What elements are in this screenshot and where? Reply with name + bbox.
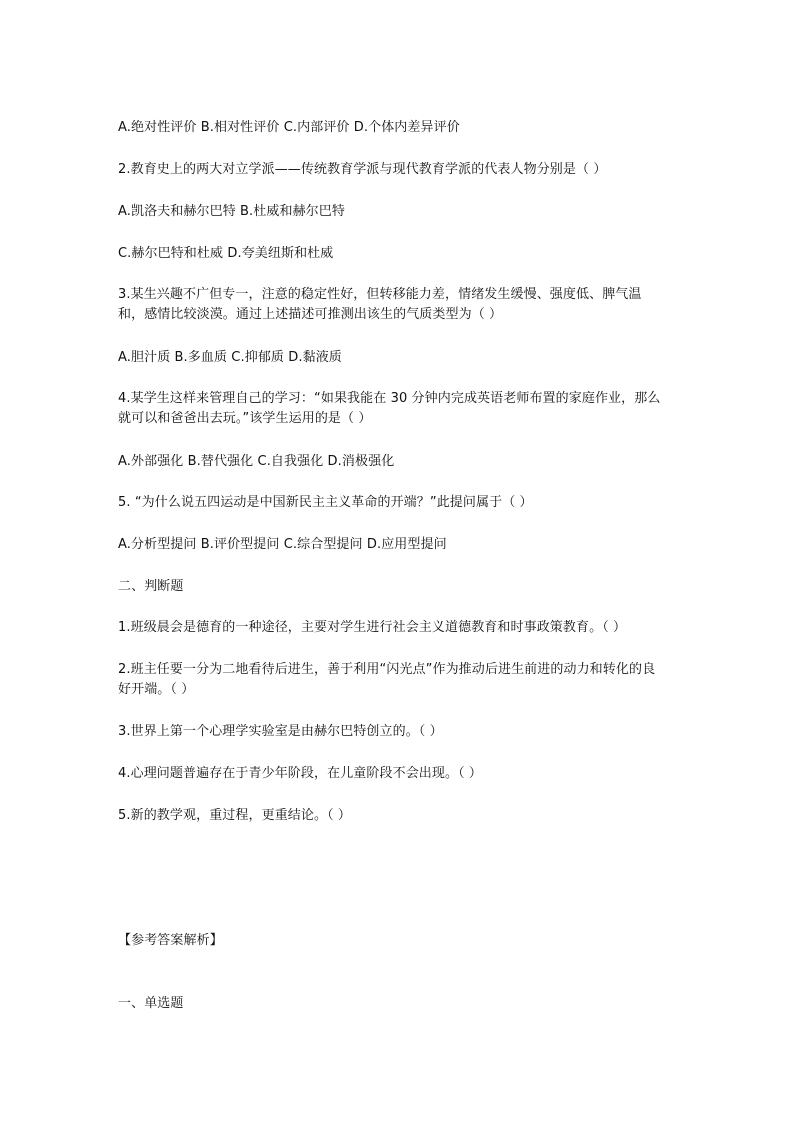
judgment-2: 2.班主任要一分为二地看待后进生，善于利用“闪光点”作为推动后进生前进的动力和转化的良好开端。（ ）	[118, 662, 656, 697]
q5-question: 5. “为什么说五四运动是中国新民主主义革命的开端？”此提问属于（ ）	[118, 495, 533, 510]
q3-question: 3.某生兴趣不广但专一，注意的稳定性好，但转移能力差，情绪发生缓慢、强度低、脾气温和，感情比较淡漠。通过上述描述可推测出该生的气质类型为（ ）	[118, 287, 642, 322]
judgment-1: 1.班级晨会是德育的一种途径，主要对学生进行社会主义道德教育和时事政策教育。（ ）	[118, 620, 627, 635]
q2-options-cd: C.赫尔巴特和杜威 D.夸美纽斯和杜威	[118, 246, 334, 261]
q3-options: A.胆汁质 B.多血质 C.抑郁质 D.黏液质	[118, 350, 342, 365]
answer-analysis-heading: 【参考答案解析】	[118, 933, 223, 948]
section-heading-single-choice: 一、单选题	[118, 996, 184, 1011]
q2-options-ab: A.凯洛夫和赫尔巴特 B.杜威和赫尔巴特	[118, 204, 345, 219]
judgment-5: 5.新的教学观，重过程，更重结论。（ ）	[118, 808, 352, 823]
q2-question: 2.教育史上的两大对立学派——传统教育学派与现代教育学派的代表人物分别是（ ）	[118, 162, 607, 177]
q5-options: A.分析型提问 B.评价型提问 C.综合型提问 D.应用型提问	[118, 537, 447, 552]
q4-options: A.外部强化 B.替代强化 C.自我强化 D.消极强化	[118, 454, 395, 469]
q4-question: 4.某学生这样来管理自己的学习：“如果我能在 30 分钟内完成英语老师布置的家庭作业，那么就可以和爸爸出去玩。”该学生运用的是（ ）	[118, 391, 661, 426]
judgment-4: 4.心理问题普遍存在于青少年阶段，在儿童阶段不会出现。（ ）	[118, 766, 483, 781]
q1-options: A.绝对性评价 B.相对性评价 C.内部评价 D.个体内差异评价	[118, 120, 460, 135]
section-heading-judgment: 二、判断题	[118, 579, 184, 594]
judgment-3: 3.世界上第一个心理学实验室是由赫尔巴特创立的。（ ）	[118, 724, 443, 739]
